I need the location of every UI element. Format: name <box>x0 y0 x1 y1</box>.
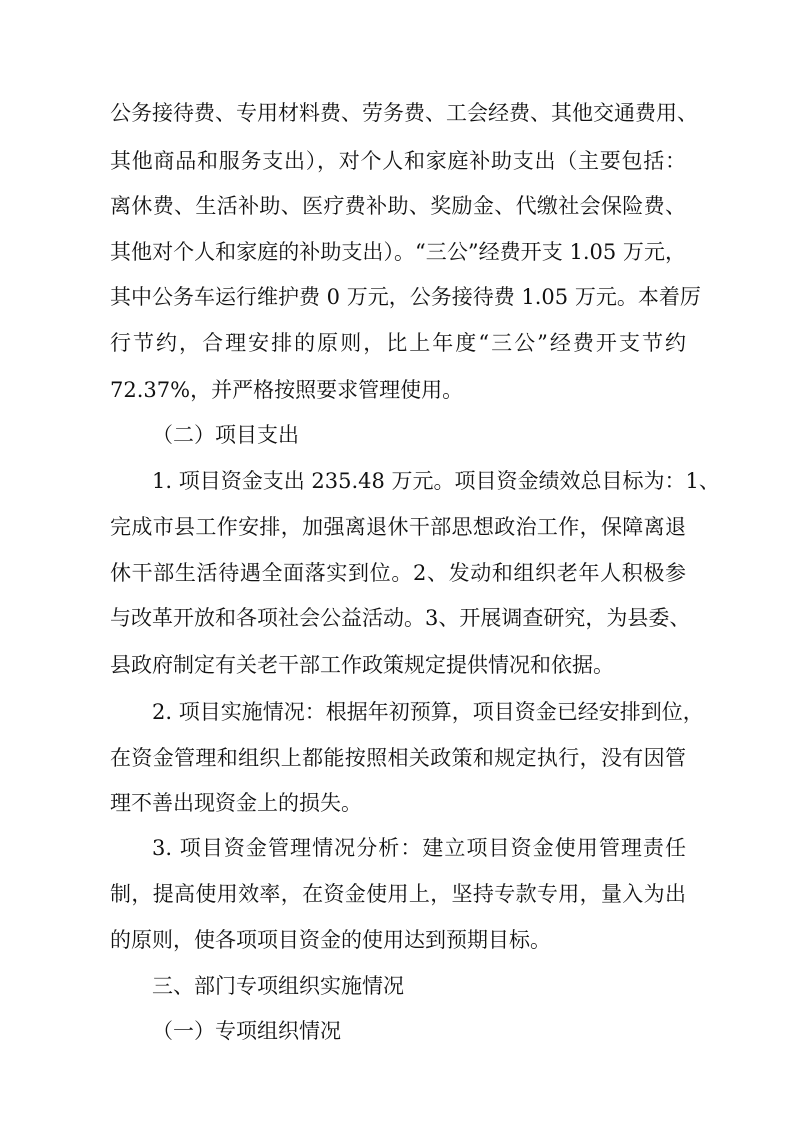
section-heading-special-org: 三、部门专项组织实施情况 <box>152 974 404 998</box>
text-line-12: 与改革开放和各项社会公益活动。3、开展调查研究，为县委、 <box>110 606 691 630</box>
text-line-19: 的原则，使各项项目资金的使用达到预期目标。 <box>110 928 551 952</box>
text-line-9: 1. 项目资金支出 235.48 万元。项目资金绩效总目标为：1、 <box>152 469 720 493</box>
text-line-4: 其他对个人和家庭的补助支出）。“三公”经费开支 1.05 万元， <box>110 240 686 264</box>
text-line-1: 公务接待费、专用材料费、劳务费、工会经费、其他交通费用、 <box>110 101 698 125</box>
text-line-10: 完成市县工作安排，加强离退休干部思想政治工作，保障离退 <box>110 515 686 539</box>
subsection-heading-special-org: （一）专项组织情况 <box>152 1019 341 1043</box>
text-line-16: 理不善出现资金上的损失。 <box>110 791 362 815</box>
section-heading-project-expense: （二）项目支出 <box>152 423 299 447</box>
text-line-6: 行节约，合理安排的原则，比上年度“三公”经费开支节约 <box>110 331 686 355</box>
text-line-15: 在资金管理和组织上都能按照相关政策和规定执行，没有因管 <box>110 746 686 770</box>
text-line-18: 制，提高使用效率，在资金使用上，坚持专款专用，量入为出 <box>110 882 686 906</box>
text-line-5: 其中公务车运行维护费 0 万元，公务接待费 1.05 万元。本着厉 <box>110 285 701 309</box>
text-line-3: 离休费、生活补助、医疗费补助、奖励金、代缴社会保险费、 <box>110 194 686 218</box>
text-line-17: 3. 项目资金管理情况分析：建立项目资金使用管理责任 <box>152 836 686 860</box>
text-line-7: 72.37%，并严格按照要求管理使用。 <box>110 378 464 402</box>
text-line-2: 其他商品和服务支出），对个人和家庭补助支出（主要包括： <box>110 149 686 173</box>
text-line-14: 2. 项目实施情况：根据年初预算，项目资金已经安排到位， <box>152 700 704 724</box>
text-line-13: 县政府制定有关老干部工作政策规定提供情况和依据。 <box>110 653 614 677</box>
text-line-11: 休干部生活待遇全面落实到位。2、发动和组织老年人积极参 <box>110 561 686 585</box>
